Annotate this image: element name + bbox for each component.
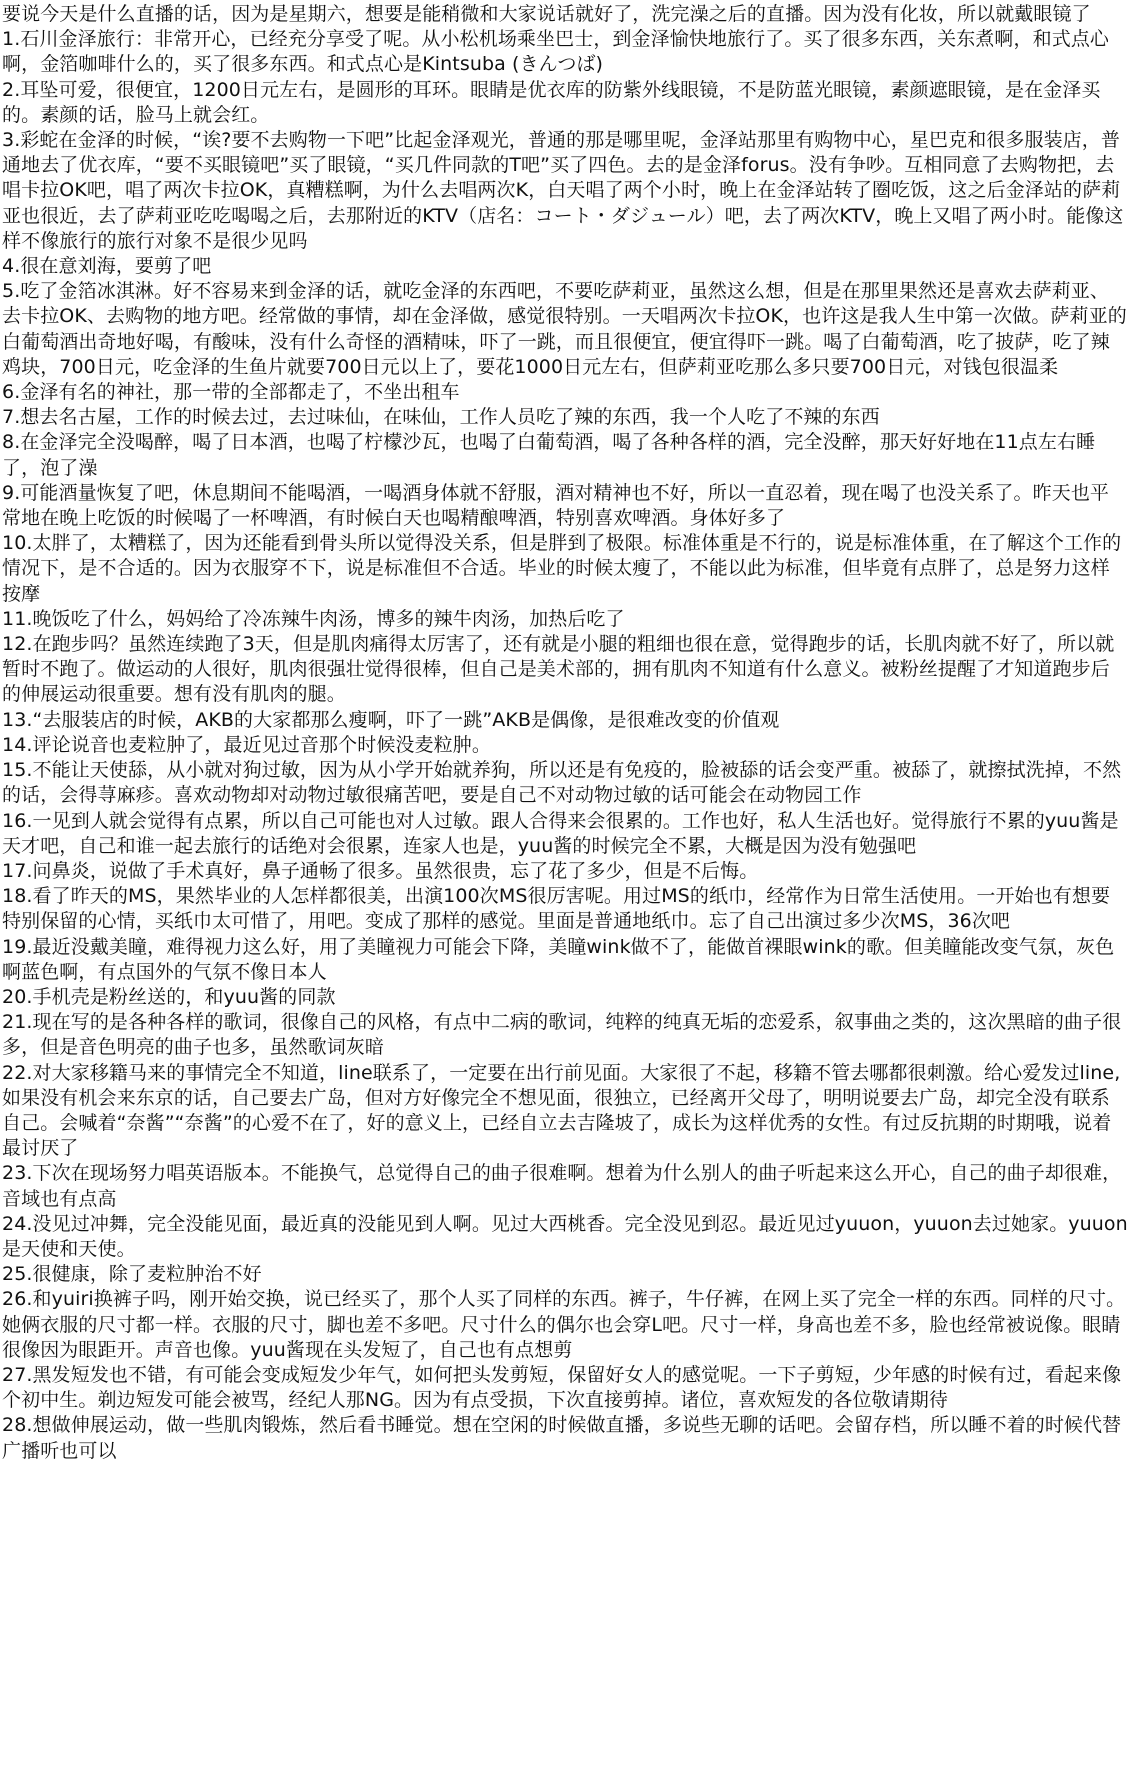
paragraph-23: 23.下次在现场努力唱英语版本。不能换气，总觉得自己的曲子很难啊。想着为什么别人的曲子听起来这么开心，自己的曲子却很难，音域也有点高 xyxy=(2,1162,1122,1210)
paragraph-22: 22.对大家移籍马来的事情完全不知道，line联系了，一定要在出行前见面。大家很了不起，移籍不管去哪都很刺激。给心爱发过line,如果没有机会来东京的话，自己要去广岛，但对方好像完全不想见面，很独立，已经离开父母了，明明说要去广岛，却完全没有联系自己。会喊着“奈酱”“奈酱”的心爱不在了，好的意义上，已经自立去吉隆坡了，成长为这样优秀的女性。有过反抗期的时期哦，说着最讨厌了 xyxy=(2,1061,1121,1160)
paragraph-12: 12.在跑步吗？虽然连续跑了3天，但是肌肉痛得太厉害了，还有就是小腿的粗细也很在意，觉得跑步的话，长肌肉就不好了，所以就暂时不跑了。做运动的人很好，肌肉很强壮觉得很棒，但自己是美术部的，拥有肌肉不知道有什么意义。被粉丝提醒了才知道跑步后的伸展运动很重要。想有没有肌肉的腿。 xyxy=(2,633,1115,706)
paragraph-20: 20.手机壳是粉丝送的，和yuu酱的同款 xyxy=(2,985,336,1008)
paragraph-3: 3.彩蛇在金泽的时候，“诶?要不去购物一下吧”比起金泽观光，普通的那是哪里呢，金泽站那里有购物中心，星巴克和很多服装店，普通地去了优衣库，“要不买眼镜吧”买了眼镜，“买几件同款的T吧”买了四色。去的是金泽forus。没有争吵。互相同意了去购物把，去唱卡拉OK吧，唱了两次卡拉OK，真糟糕啊，为什么去唱两次K，白天唱了两个小时，晚上在金泽站转了圈吃饭，这之后金泽站的萨莉亚也很近，去了萨莉亚吃吃喝喝之后，去那附近的KTV（店名：コート・ダジュール）吧，去了两次KTV，晚上又唱了两小时。能像这样不像旅行的旅行对象不是很少见吗 xyxy=(2,129,1124,252)
paragraph-6: 6.金泽有名的神社，那一带的全部都走了，不坐出租车 xyxy=(2,381,460,404)
paragraph-13: 13.“去服装店的时候，AKB的大家都那么瘦啊，吓了一跳”AKB是偶像，是很难改变的价值观 xyxy=(2,708,780,731)
paragraph-9: 9.可能酒量恢复了吧，休息期间不能喝酒，一喝酒身体就不舒服，酒对精神也不好，所以一直忍着，现在喝了也没关系了。昨天也平常地在晚上吃饭的时候喝了一杯啤酒，有时候白天也喝精酿啤酒，特别喜欢啤酒。身体好多了 xyxy=(2,481,1110,530)
paragraph-1: 1.石川金泽旅行：非常开心，已经充分享受了呢。从小松机场乘坐巴士，到金泽愉快地旅行了。买了很多东西，关东煮啊，和式点心啊，金箔咖啡什么的，买了很多东西。和式点心是Kintsuba (きんつば) xyxy=(2,28,1110,76)
paragraph-2: 2.耳坠可爱，很便宜，1200日元左右，是圆形的耳环。眼睛是优衣库的防紫外线眼镜，不是防蓝光眼镜，素颜遮眼镜，是在金泽买的。素颜的话，脸马上就会红。 xyxy=(2,78,1101,126)
paragraph-28: 28.想做伸展运动，做一些肌肉锻炼，然后看书睡觉。想在空闲的时候做直播，多说些无聊的话吧。会留存档，所以睡不着的时候代替广播听也可以 xyxy=(2,1414,1122,1462)
paragraph-15: 15.不能让天使舔，从小就对狗过敏，因为从小学开始就养狗，所以还是有免疫的，脸被舔的话会变严重。被舔了，就擦拭洗掉，不然的话，会得荨麻疹。喜欢动物却对动物过敏很痛苦吧，要是自己不对动物过敏的话可能会在动物园工作 xyxy=(2,759,1122,807)
paragraph-25: 25.很健康，除了麦粒肿治不好 xyxy=(2,1263,262,1286)
paragraph-14: 14.评论说音也麦粒肿了，最近见过音那个时候没麦粒肿。 xyxy=(2,733,491,756)
paragraph-18: 18.看了昨天的MS，果然毕业的人怎样都很美，出演100次MS很厉害呢。用过MS的纸巾，经常作为日常生活使用。一开始也有想要特别保留的心情，买纸巾太可惜了，用吧。变成了那样的感觉。里面是普通地纸巾。忘了自己出演过多少次MS，36次吧 xyxy=(2,885,1111,933)
paragraph-4: 4.很在意刘海，要剪了吧 xyxy=(2,255,212,278)
paragraph-8: 8.在金泽完全没喝醉，喝了日本酒，也喝了柠檬沙瓦，也喝了白葡萄酒，喝了各种各样的酒，完全没醉，那天好好地在11点左右睡了，泡了澡 xyxy=(2,431,1096,479)
paragraph-24: 24.没见过冲舞，完全没能见面，最近真的没能见到人啊。见过大西桃香。完全没见到忍。最近见过yuuon，yuuon去过她家。yuuon是天使和天使。 xyxy=(2,1212,1128,1260)
paragraph-21: 21.现在写的是各种各样的歌词，很像自己的风格，有点中二病的歌词，纯粹的纯真无垢的恋爱系，叙事曲之类的，这次黑暗的曲子很多，但是音色明亮的曲子也多，虽然歌词灰暗 xyxy=(2,1011,1122,1059)
paragraph-11: 11.晚饭吃了什么，妈妈给了冷冻辣牛肉汤，博多的辣牛肉汤，加热后吃了 xyxy=(2,607,625,630)
paragraph-26: 26.和yuiri换裤子吗，刚开始交换，说已经买了，那个人买了同样的东西。裤子，牛仔裤，在网上买了完全一样的东西。同样的尺寸。她俩衣服的尺寸都一样。衣服的尺寸，脚也差不多吧。尺寸什么的偶尔也会穿L吧。尺寸一样，身高也差不多，脸也经常被说像。眼睛很像因为眼距开。声音也像。yuu酱现在头发短了，自己也有点想剪 xyxy=(2,1288,1126,1361)
paragraph-19: 19.最近没戴美瞳，难得视力这么好，用了美瞳视力可能会下降，美瞳wink做不了，能做首裸眼wink的歌。但美瞳能改变气氛，灰色啊蓝色啊，有点国外的气氛不像日本人 xyxy=(2,935,1115,983)
paragraph-7: 7.想去名古屋，工作的时候去过，去过味仙，在味仙，工作人员吃了辣的东西，我一个人吃了不辣的东西 xyxy=(2,406,880,429)
paragraph-16: 16.一见到人就会觉得有点累，所以自己可能也对人过敏。跟人合得来会很累的。工作也好，私人生活也好。觉得旅行不累的yuu酱是天才吧，自己和谁一起去旅行的话绝对会很累，连家人也是，yuu酱的时候完全不累，大概是因为没有勉强吧 xyxy=(2,809,1119,857)
paragraph-17: 17.问鼻炎，说做了手术真好，鼻子通畅了很多。虽然很贵，忘了花了多少，但是不后悔。 xyxy=(2,859,759,882)
paragraph-10: 10.太胖了，太糟糕了，因为还能看到骨头所以觉得没关系，但是胖到了极限。标准体重是不行的，说是标准体重，在了解这个工作的情况下，是不合适的。因为衣服穿不下，说是标准但不合适。毕业的时候太瘦了，不能以此为标准，但毕竟有点胖了，总是努力这样按摩 xyxy=(2,532,1122,605)
paragraph-5: 5.吃了金箔冰淇淋。好不容易来到金泽的话，就吃金泽的东西吧，不要吃萨莉亚，虽然这么想，但是在那里果然还是喜欢去萨莉亚、去卡拉OK、去购物的地方吧。经常做的事情，却在金泽做，感觉很特别。一天唱两次卡拉OK，也许这是我人生中第一次做。萨莉亚的白葡萄酒出奇地好喝，有酸味，没有什么奇怪的酒精味，吓了一跳，而且很便宜，便宜得吓一跳。喝了白葡萄酒，吃了披萨，吃了辣鸡块，700日元，吃金泽的生鱼片就要700日元以上了，要花1000日元左右，但萨莉亚吃那么多只要700日元，对钱包很温柔 xyxy=(2,280,1127,378)
intro-paragraph: 要说今天是什么直播的话，因为是星期六，想要是能稍微和大家说话就好了，洗完澡之后的直播。因为没有化妆，所以就戴眼镜了 xyxy=(2,3,1091,25)
paragraph-27: 27.黑发短发也不错，有可能会变成短发少年气，如何把头发剪短，保留好女人的感觉呢。一下子剪短，少年感的时候有过，看起来像个初中生。剃边短发可能会被骂，经纪人那NG。因为有点受损，下次直接剪掉。诸位，喜欢短发的各位敬请期待 xyxy=(2,1363,1122,1412)
